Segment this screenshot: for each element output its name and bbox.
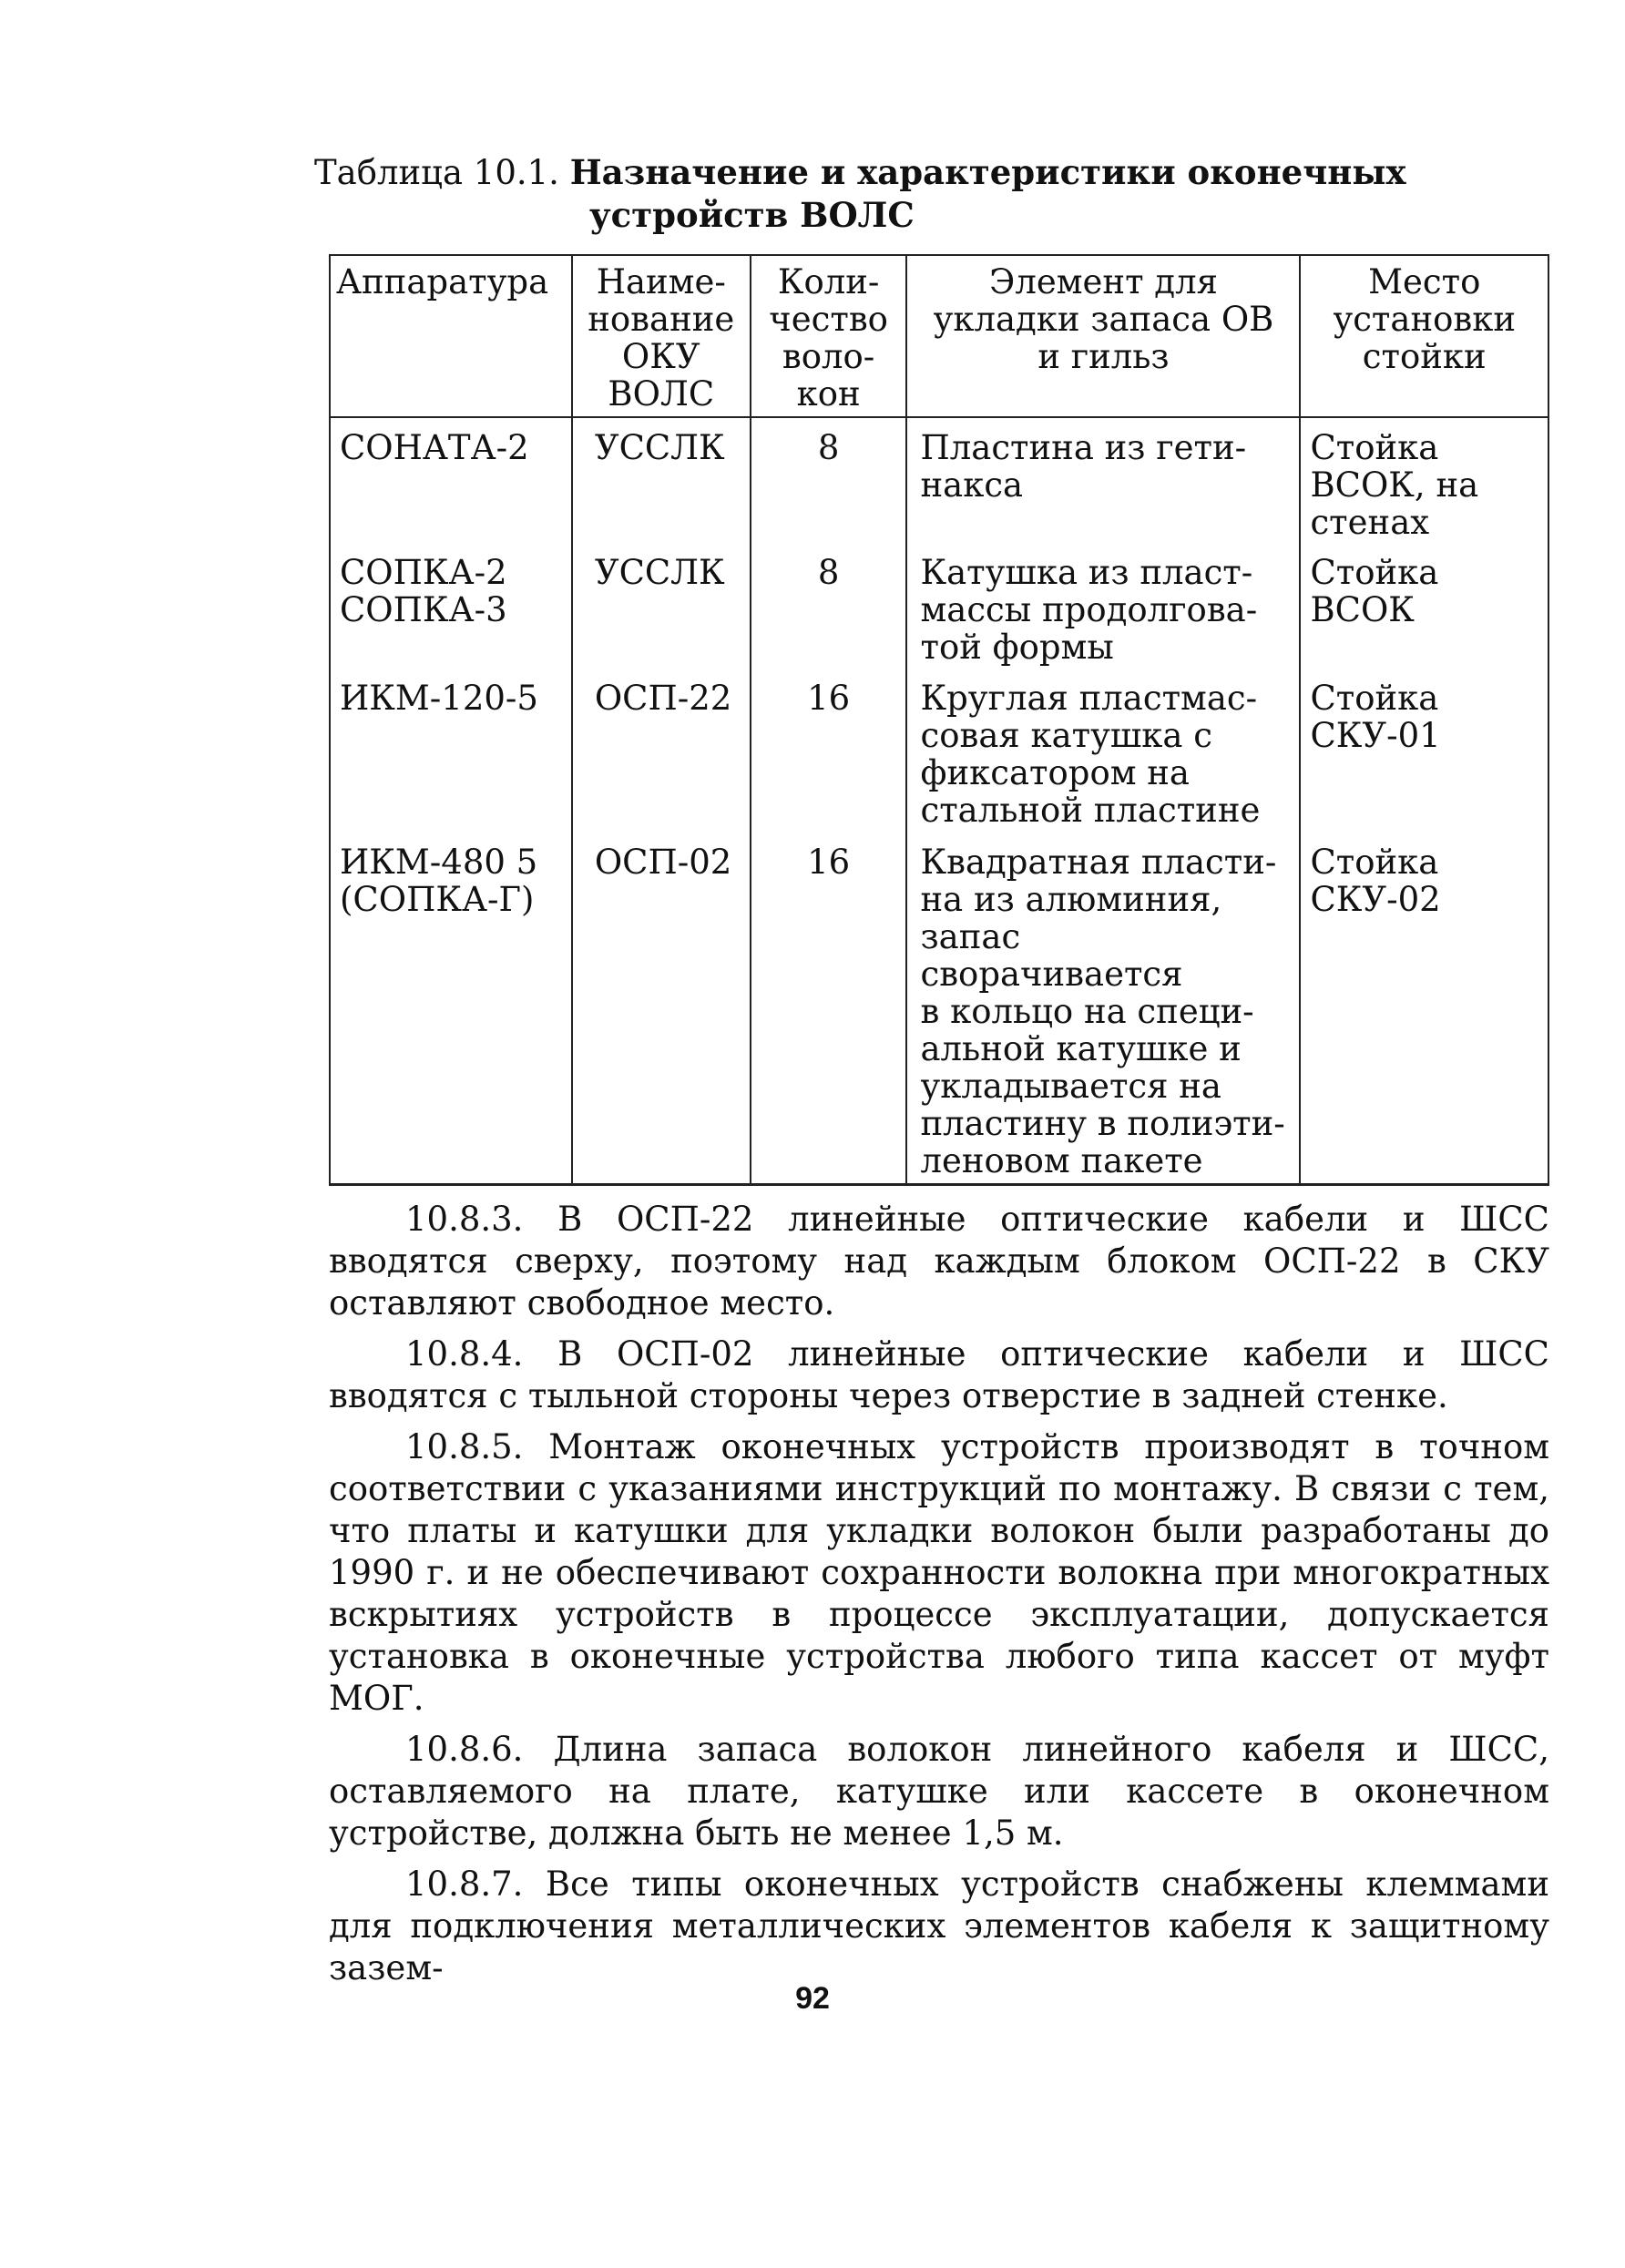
table-caption-title-line2: устройств ВОЛС [589,195,915,235]
cell-equipment: ИКМ-120-5 [330,669,572,833]
equipment-table [329,254,1549,1186]
cell-install-location: Стойка СКУ-01 [1300,669,1548,833]
table-header-row [330,255,1548,417]
table-row [330,543,1548,669]
paragraph-10-8-6: 10.8.6. Длина запаса волокон линейного кабеля и ШСС, оставляемого на плате, катушке или кассете в оконечном устройстве, должна быть не менее 1,5 м. [329,1730,1549,1853]
cell-oku-name: ОСП-02 [572,833,751,1185]
paragraph-10-8-7: 10.8.7. Все типы оконечных устройств снабжены клеммами для подключения металлических элементов кабеля к защитному зазем- [329,1864,1549,1987]
cell-equipment: ИКМ-480 5 (СОПКА-Г) [330,833,572,1185]
cell-oku-name: ОСП-22 [572,669,751,833]
page-number: 92 [795,1981,830,2016]
header-install-location: Место установки стойки [1300,255,1548,417]
cell-equipment: СОПКА-2 СОПКА-3 [330,543,572,669]
cell-install-location: Стойка СКУ-02 [1300,833,1548,1185]
cell-fiber-count: 16 [751,833,907,1185]
table-caption [314,151,1407,236]
cell-storage-element: Квадратная пласти- на из алюминия, запас сворачивается в кольцо на специ- альной катушке и укладывается на пластину в полиэти- леновом пакете [906,833,1300,1185]
paragraph-10-8-4: 10.8.4. В ОСП-02 линейные оптические кабели и ШСС вводятся с тыльной стороны через отверстие в задней стенке. [329,1334,1549,1415]
cell-oku-name: УССЛК [572,543,751,669]
table-row [330,833,1548,1185]
cell-storage-element: Пластина из гети- накса [906,417,1300,543]
cell-fiber-count: 16 [751,669,907,833]
paragraph-10-8-5: 10.8.5. Монтаж оконечных устройств производят в точном соответствии с указаниями инструкций по монтажу. В связи с тем, что платы и катушки для укладки волокон были разработаны до 1990 г. и не обеспечивают сохранности волокна при многократных вскрытиях устройств в процессе эксплуатации, допускается установка в оконечные устройства любого типа кассет от муфт МОГ. [329,1427,1549,1718]
table-row [330,417,1548,543]
cell-fiber-count: 8 [751,543,907,669]
header-oku-name: Наиме- нование ОКУ ВОЛС [572,255,751,417]
header-fiber-count: Коли- чество воло- кон [751,255,907,417]
paragraph-10-8-3: 10.8.3. В ОСП-22 линейные оптические кабели и ШСС вводятся сверху, поэтому над каждым блоком ОСП-22 в СКУ оставляют свободное место. [329,1200,1549,1323]
cell-storage-element: Круглая пластмас- совая катушка с фиксатором на стальной пластине [906,669,1300,833]
cell-equipment: СОНАТА-2 [330,417,572,543]
table-row [330,669,1548,833]
cell-install-location: Стойка ВСОК, на стенах [1300,417,1548,543]
body-text [329,1199,1549,1998]
table-caption-prefix: Таблица 10.1. [314,153,559,192]
table-caption-title: Назначение и характеристики оконечных [569,152,1406,192]
cell-storage-element: Катушка из пласт- массы продолгова- той формы [906,543,1300,669]
cell-install-location: Стойка ВСОК [1300,543,1548,669]
header-storage-element: Элемент для укладки запаса ОВ и гильз [906,255,1300,417]
cell-fiber-count: 8 [751,417,907,543]
header-equipment: Аппаратура [330,255,572,417]
cell-oku-name: УССЛК [572,417,751,543]
